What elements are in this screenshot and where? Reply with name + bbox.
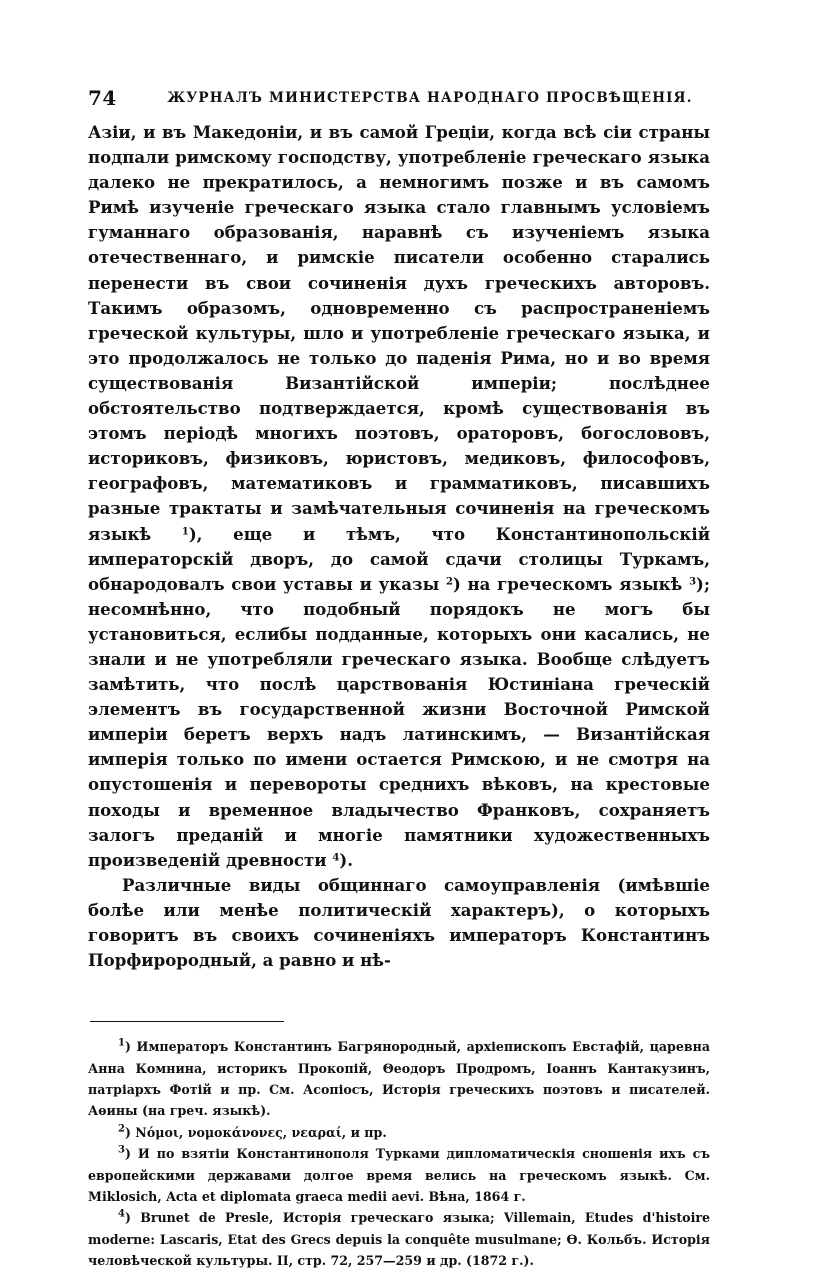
footnote-2-marker: 2 — [118, 1123, 125, 1135]
page-number: 74 — [88, 86, 117, 110]
footnote-4 — [88, 1207, 710, 1271]
paragraph-1-text-2: ), еще и тѣмъ, что Константинопольскій императорскій дворъ, до самой сдачи столицы Туркамъ, обнародовалъ свои уставы и указы — [88, 523, 711, 594]
footnote-ref-4: 4 — [332, 852, 340, 864]
page-header — [88, 86, 710, 120]
footnote-3-marker: 3 — [118, 1144, 125, 1156]
footnote-ref-2: 2 — [445, 576, 453, 588]
paragraph-1-text-3: ) на греческомъ языкѣ — [452, 573, 683, 594]
footnote-3 — [88, 1143, 710, 1207]
footnote-ref-1: 1 — [181, 526, 189, 537]
footnote-1 — [88, 1036, 710, 1122]
footnote-2-text: ) Νόμοι, νομοκάνονες, νεαραί, и пр. — [124, 1124, 387, 1140]
paragraph-1-text-1: Азіи, и въ Македоніи, и въ самой Греціи, когда всѣ сіи страны подпали римскому господству, употребленіе греческаго языка далеко не прекратилось, а немногимъ позже и въ самомъ Римѣ изученіе греческаго языка стало главнымъ условіемъ гуманнаго образованія, наравнѣ съ изученіемъ языка отечественнаго, и римскіе писатели особенно старались перенести въ свои сочиненія духъ греческихъ авторовъ. Такимъ образомъ, одновременно съ распространеніемъ греческой культуры, шло и употребленіе греческаго языка, и это продолжалось не только до паденія Рима, но и во время существованія Византійской имперіи; послѣднее обстоятельство подтверждается, кромѣ существованія въ этомъ періодѣ многихъ поэтовъ, ораторовъ, богослововъ, историковъ, физиковъ, юристовъ, медиковъ, философовъ, географовъ, математиковъ и грамматиковъ, писавшихъ разные трактаты и замѣчательныя сочиненія на греческомъ языкѣ — [88, 122, 710, 544]
footnote-3-text: ) И по взятіи Константинополя Турками дипломатическія сношенія ихъ съ европейскими державами долгое время велись на греческомъ языкѣ. См. Miklosich, Acta et diplomata graeca medii aevi. Вѣна, 1864 г. — [88, 1146, 710, 1205]
footnote-1-marker: 1 — [118, 1037, 125, 1049]
footnote-4-marker: 4 — [118, 1208, 125, 1220]
paragraph-1-text-4: ); несомнѣнно, что подобный порядокъ не могъ бы установиться, еслибы подданные, которыхъ они касались, не знали и не употребляли греческаго языка. Вообще слѣдуетъ замѣтить, что послѣ царствованія Юстиніана греческій элементъ въ государственной жизни Восточной Римской имперіи беретъ верхъ надъ латинскимъ, — Византійская имперія только по имени остается Римскою, и не смотря на опустошенія и перевороты среднихъ вѣковъ, на крестовые походы и временное владычество Франковъ, сохраняетъ залогъ преданій и многіе памятники художественныхъ произведеній древности — [88, 573, 711, 870]
paragraph-2: Различные виды общиннаго самоуправленія (имѣвшіе болѣе или менѣе политическій характеръ), о которыхъ говоритъ въ своихъ сочиненіяхъ императоръ Константинъ Порфирородный, а равно и нѣ- — [88, 874, 710, 971]
paragraph-1-text-5: ). — [339, 849, 353, 870]
footnotes — [88, 1036, 710, 1271]
footnote-divider — [90, 1021, 284, 1022]
book-page — [88, 86, 710, 1272]
paragraph-1 — [88, 120, 710, 873]
footnote-1-text: ) Императоръ Константинъ Багрянородный, архіепископъ Евстафій, царевна Анна Комнина, историкъ Прокопій, Θеодоръ Продромъ, Іоаннъ Кантакузинъ, патріархъ Фотій и пр. См. Асопіосъ, Исторія греческихъ поэтовъ и писателей. Аѳины (на греч. языкѣ). — [88, 1039, 710, 1119]
footnote-4-text: ) Brunet de Presle, Исторія греческаго языка; Villemain, Etudes d'histoire moderne: Lascaris, Etat des Grecs depuis la conquête musulmane; Ѳ. Кольбъ. Исторія человѣческой культуры. II, стр. 72, 257—259 и др. (1872 г.). — [88, 1210, 710, 1269]
running-title: ЖУРНАЛЪ МИНИСТЕРСТВА НАРОДНАГО ПРОСВѢЩЕНІЯ. — [167, 90, 693, 106]
footnote-2 — [88, 1122, 710, 1143]
main-text — [88, 120, 710, 973]
footnote-ref-3: 3 — [689, 576, 697, 588]
